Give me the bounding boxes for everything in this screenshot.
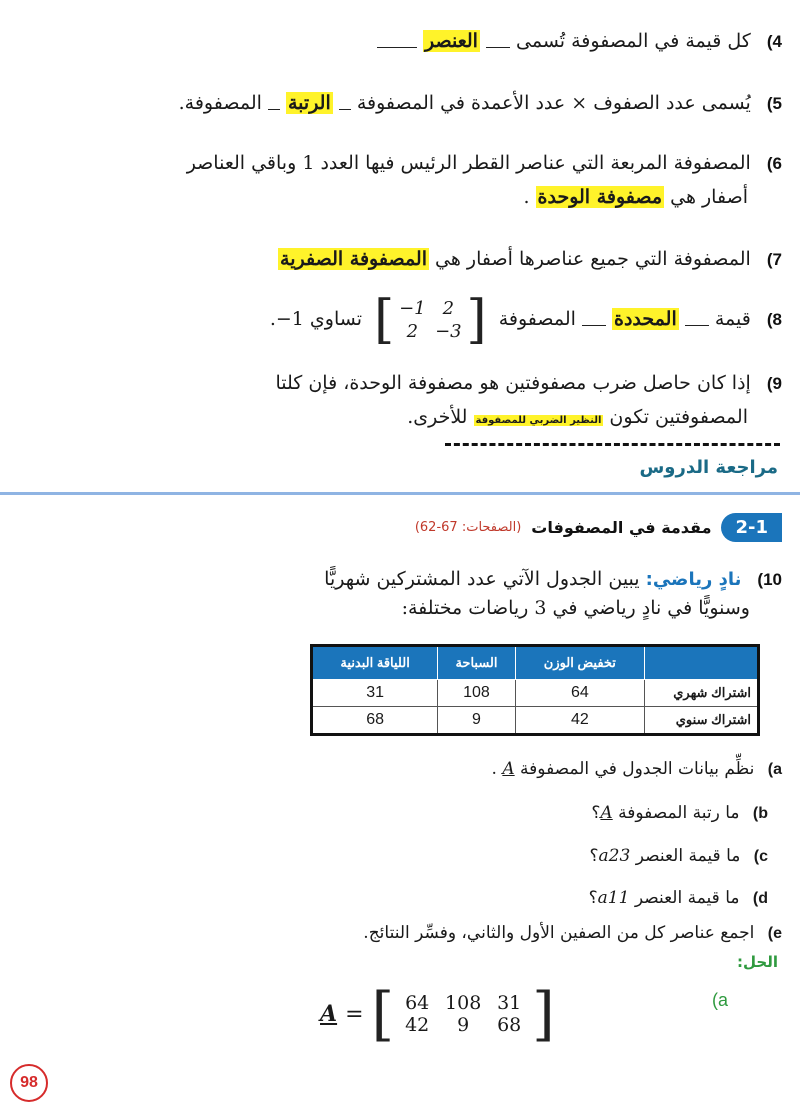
item-7 — [278, 248, 782, 270]
question-label: نادٍ رياضي: — [645, 569, 742, 590]
matrix-equation: A = [ 64 108 31 42 9 68 ] — [320, 980, 555, 1048]
page-number: 98 — [10, 1064, 48, 1102]
item-text-after: تساوي 1−. — [269, 308, 362, 330]
item-text: إذا كان حاصل ضرب مصفوفتين هو مصفوفة الوحدة، فإن كلتا — [275, 372, 751, 394]
table-header: السباحة — [438, 646, 515, 680]
blank-line — [582, 315, 606, 326]
item-text: كل قيمة في المصفوفة تُسمى — [509, 30, 751, 52]
item-5 — [179, 92, 782, 114]
question-text: يبين الجدول الآتي عدد المشتركين شهريًّا — [324, 568, 640, 590]
answer-highlight: الرتبة — [287, 92, 331, 114]
part-a-label: (a — [712, 990, 729, 1010]
blank-line — [339, 99, 351, 110]
lesson-badge: 2-1 — [721, 513, 782, 542]
table-header — [645, 646, 759, 680]
item-4 — [377, 30, 782, 52]
sub-question-e: e) اجمع عناصر كل من الصفين الأول والثاني، وفسِّر النتائج. — [363, 923, 782, 943]
blank-line — [486, 37, 510, 48]
equals-sign: = — [345, 1001, 364, 1027]
item-9 — [275, 372, 782, 394]
table-cell: 42 — [515, 707, 644, 735]
item-text: المصفوفتين تكون — [603, 406, 748, 428]
item-number: 7) — [766, 250, 782, 269]
item-number: 10) — [757, 570, 782, 589]
item-text-after: . — [523, 186, 530, 208]
table-row — [312, 680, 759, 707]
solution-label: الحل: — [737, 953, 778, 971]
sub-question-c: c) ما قيمة العنصر a23؟ — [589, 846, 768, 866]
matrix-2x3: 64 108 31 42 9 68 — [405, 992, 522, 1036]
table-cell: 31 — [312, 680, 438, 707]
item-text-after: للأخرى. — [407, 406, 468, 428]
table-header: تخفيض الوزن — [515, 646, 644, 680]
item-text: المصفوفة — [498, 308, 576, 330]
item-6 — [187, 152, 782, 174]
dashed-divider — [445, 443, 780, 446]
answer-highlight: النظير الضربي للمصفوفة — [475, 415, 602, 426]
equation-variable: A — [320, 1001, 338, 1027]
table-cell: 68 — [312, 707, 438, 735]
table-header: اللياقة البدنية — [312, 646, 438, 680]
answer-highlight: المحددة — [614, 308, 677, 330]
sub-question-b: b) ما رتبة المصفوفة A؟ — [591, 803, 768, 823]
item-text: المصفوفة المربعة التي عناصر القطر الرئيس فيها العدد 1 وباقي العناصر — [186, 152, 751, 174]
lesson-title: مقدمة في المصفوفات — [531, 518, 712, 537]
sub-question-a: a) نظِّم بيانات الجدول في المصفوفة A . — [491, 759, 782, 779]
item-6-line2 — [523, 186, 748, 208]
blank-line — [268, 99, 280, 110]
item-8 — [269, 290, 782, 350]
item-text-after: المصفوفة. — [178, 92, 262, 114]
question-text-line2: وسنويًّا في نادٍ رياضي في 3 رياضات مختلفة: — [401, 597, 750, 620]
item-number: 8) — [766, 310, 782, 329]
table-cell: 64 — [515, 680, 644, 707]
item-number: 4) — [766, 32, 782, 51]
lesson-pages: (الصفحات: 67-62) — [414, 520, 522, 535]
table-cell: 9 — [438, 707, 515, 735]
answer-highlight: المصفوفة الصفرية — [280, 248, 427, 270]
item-text: أصفار هي — [664, 186, 748, 208]
blank-line — [685, 315, 709, 326]
answer-highlight: مصفوفة الوحدة — [537, 186, 663, 208]
item-number: 5) — [766, 94, 782, 113]
item-9-line2 — [407, 406, 748, 428]
sub-question-d: d) ما قيمة العنصر a11؟ — [588, 888, 768, 908]
review-title: مراجعة الدروس — [639, 457, 778, 478]
row-label: اشتراك شهري — [645, 680, 759, 707]
item-number: 9) — [766, 374, 782, 393]
item-number: 6) — [766, 154, 782, 173]
lesson-header — [415, 513, 782, 542]
question-10 — [262, 565, 782, 624]
row-label: اشتراك سنوي — [645, 707, 759, 735]
matrix-2x2: [ −1 2 2 −3 ] — [374, 290, 487, 350]
table-cell: 108 — [438, 680, 515, 707]
table-row — [312, 707, 759, 735]
blank-line — [377, 37, 417, 48]
item-text: قيمة — [708, 308, 751, 330]
answer-highlight: العنصر — [425, 30, 478, 52]
item-text: يُسمى عدد الصفوف × عدد الأعمدة في المصفوفة — [350, 92, 751, 114]
subscription-table — [310, 644, 760, 736]
item-text: المصفوفة التي جميع عناصرها أصفار هي — [429, 248, 751, 270]
review-underline — [0, 492, 800, 495]
